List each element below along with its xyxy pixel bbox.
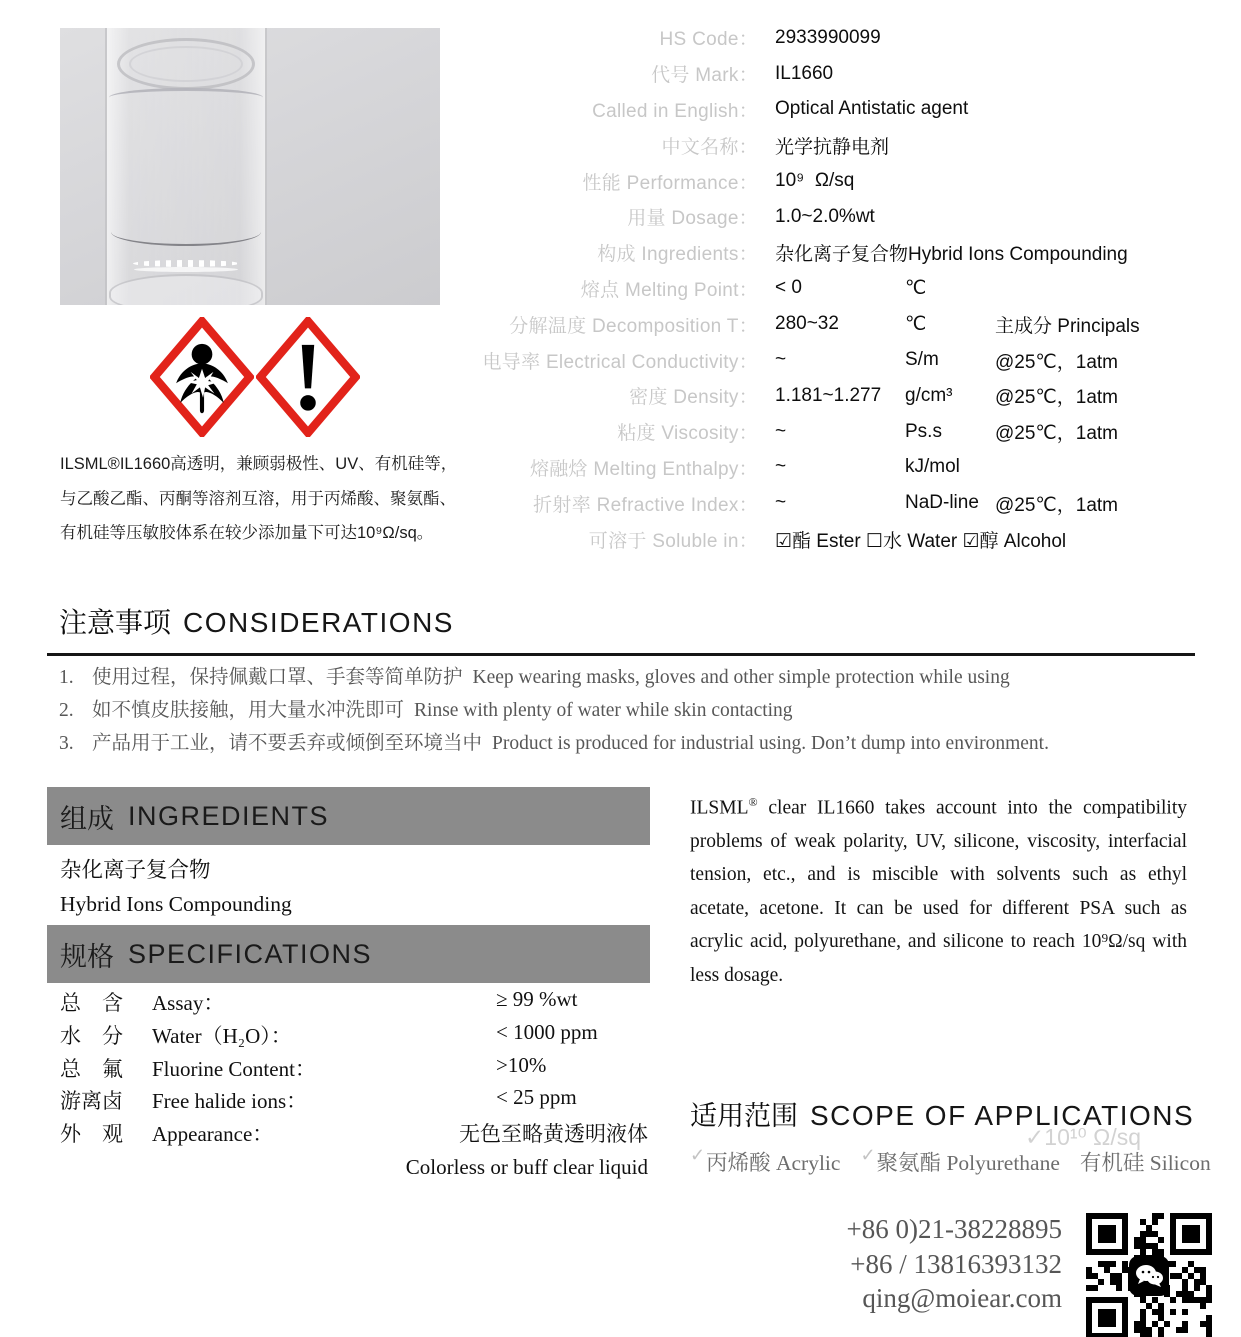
- spec-value-zh: 无色至略黄透明液体: [459, 1122, 648, 1147]
- scope-watermark: ✓10¹⁰ Ω/sq: [1025, 1124, 1141, 1150]
- item-text-en: Rinse with plenty of water while skin contacting: [414, 700, 793, 721]
- glass-vial: [105, 28, 267, 305]
- property-value: 1.0~2.0%wt: [775, 205, 875, 227]
- brand-name: ILSML: [690, 797, 749, 819]
- property-unit: ℃: [905, 277, 927, 299]
- property-unit: S/m: [905, 349, 939, 371]
- application-zh: 有机硅: [1079, 1151, 1150, 1175]
- spec-label-zh: 总 氟: [60, 1056, 123, 1081]
- property-row: [430, 521, 1236, 557]
- property-value: ~: [775, 456, 787, 478]
- spec-value: ≥ 99 %wt: [496, 987, 578, 1011]
- horizontal-rule: [47, 653, 1195, 656]
- specifications-banner: [47, 925, 650, 983]
- spec-label-en: Water（H₂O）：: [152, 1023, 292, 1048]
- ingredients-content-en: Hybrid Ions Compounding: [60, 892, 292, 916]
- check-icon: ✓: [860, 1145, 876, 1165]
- spec-label-en: Appearance：: [152, 1122, 274, 1147]
- property-label: 密度 Density：: [629, 387, 758, 409]
- item-text-zh: 如不慎皮肤接触，用大量水冲洗即可: [92, 700, 405, 721]
- email-address: qing@moiear.com: [862, 1283, 1062, 1313]
- qr-module: [1182, 1309, 1188, 1315]
- ingredients-content: [60, 853, 292, 921]
- spec-value: < 25 ppm: [496, 1085, 577, 1110]
- qr-module: [1206, 1333, 1212, 1337]
- property-label: HS Code：: [659, 29, 758, 51]
- property-note: @25℃，1atm: [995, 387, 1118, 409]
- considerations-title-zh: 注意事项: [59, 607, 172, 638]
- considerations-title-en: CONSIDERATIONS: [183, 607, 454, 638]
- liquid-surface: [109, 88, 263, 107]
- property-row: [430, 485, 1236, 521]
- property-value: < 0: [775, 277, 802, 299]
- qr-module: [1164, 1321, 1170, 1327]
- qr-module: [1206, 1297, 1212, 1303]
- property-row: [430, 163, 1236, 199]
- property-label: 熔点 Melting Point：: [580, 279, 758, 301]
- property-unit: kJ/mol: [905, 456, 960, 478]
- property-label: 可溶于 Soluble in：: [588, 530, 758, 552]
- property-row: [430, 378, 1236, 414]
- qr-module: [1194, 1285, 1200, 1291]
- qr-module: [1110, 1321, 1116, 1327]
- application-en: Silicon: [1149, 1151, 1211, 1175]
- description-body: clear IL1660 takes account into the compatibility problems of weak polarity, UV, silicone, viscosity, interfacial tension, etc., and is miscible with solvents such as ethyl acetate, acetone. It can be used for different PSA such as acrylic acid, polyurethane, and silicone to reach 10⁹Ω/sq with less dosage.: [690, 797, 1187, 986]
- property-label: 用量 Dosage：: [627, 208, 758, 230]
- spec-label-en: Assay：: [152, 991, 225, 1015]
- property-row: [430, 127, 1236, 163]
- property-row: [430, 271, 1236, 307]
- contact-block: [700, 1212, 1062, 1316]
- application-item: [1080, 1146, 1211, 1177]
- scope-title-zh: 适用范围: [690, 1101, 798, 1131]
- specifications-table: [60, 987, 648, 1184]
- spec-row: [60, 1020, 648, 1053]
- spec-value-en: Colorless or buff clear liquid: [405, 1155, 648, 1180]
- consideration-item: [59, 727, 1209, 760]
- ingredients-title-zh: 组成: [60, 803, 114, 834]
- phone-number-1: +86 0)21-38228895: [846, 1214, 1062, 1244]
- considerations-heading: [59, 601, 454, 641]
- property-row: [430, 199, 1236, 235]
- application-zh: 聚氨酯: [876, 1151, 947, 1175]
- property-value: ~: [775, 420, 787, 442]
- qr-module: [1170, 1297, 1176, 1303]
- qr-module: [1158, 1237, 1164, 1243]
- spec-row: [60, 987, 648, 1020]
- qr-module: [1170, 1261, 1176, 1267]
- application-en: Polyurethane: [946, 1151, 1060, 1175]
- spec-label-en: Fluorine Content：: [152, 1056, 316, 1081]
- item-number: 2.: [59, 700, 74, 721]
- spec-label-en: Free halide ions：: [152, 1089, 308, 1114]
- vial-rim-inner: [129, 46, 243, 82]
- spec-value: >10%: [496, 1052, 547, 1077]
- property-value: 10⁹ Ω/sq: [775, 170, 855, 192]
- consideration-item: [59, 694, 1209, 727]
- property-unit: ℃: [905, 313, 927, 335]
- registered-mark: ®: [748, 795, 758, 809]
- property-label: 代号 Mark：: [651, 65, 758, 87]
- qr-module: [1146, 1333, 1152, 1337]
- property-label: 性能 Performance：: [582, 172, 758, 194]
- wechat-logo-icon: [1129, 1256, 1169, 1296]
- property-row: [430, 342, 1236, 378]
- spec-value: [406, 1118, 648, 1184]
- wechat-qr-code: [1086, 1213, 1212, 1337]
- scope-title-en: SCOPE OF APPLICATIONS: [810, 1100, 1195, 1131]
- specifications-title-en: SPECIFICATIONS: [128, 938, 373, 969]
- property-row: [430, 450, 1236, 486]
- item-number: 3.: [59, 733, 74, 754]
- property-value: 2933990099: [775, 26, 881, 48]
- property-label: Called in English：: [592, 100, 758, 122]
- ghs-health-hazard-icon: [150, 317, 254, 437]
- item-number: 1.: [59, 667, 74, 688]
- property-row: [430, 56, 1236, 92]
- property-value: 1.181~1.277: [775, 384, 882, 406]
- ingredients-banner: [47, 787, 650, 845]
- property-note: @25℃，1atm: [995, 494, 1118, 516]
- spec-row: [60, 1085, 648, 1118]
- property-unit: g/cm³: [905, 384, 953, 406]
- qr-module: [1194, 1237, 1200, 1243]
- qr-module: [1200, 1303, 1206, 1309]
- property-row: [430, 306, 1236, 342]
- property-value: Optical Antistatic agent: [775, 98, 969, 120]
- qr-module: [1122, 1249, 1128, 1255]
- property-list: [430, 20, 1236, 557]
- qr-module: [1158, 1333, 1164, 1337]
- product-photo: [60, 28, 440, 305]
- spec-label-zh: 水 分: [60, 1023, 123, 1048]
- application-item: [860, 1146, 1059, 1177]
- property-label: 中文名称：: [661, 136, 758, 158]
- property-value: ~: [775, 492, 787, 514]
- property-label: 粘度 Viscosity：: [617, 423, 758, 445]
- property-row: [430, 20, 1236, 56]
- qr-module: [1116, 1285, 1122, 1291]
- item-text-en: Product is produced for industrial using. Don’t dump into environment.: [492, 733, 1049, 754]
- qr-module: [1152, 1219, 1158, 1225]
- application-en: Acrylic: [775, 1151, 841, 1175]
- property-label: 折射率 Refractive Index：: [533, 494, 758, 516]
- property-note: 主成分 Principals: [995, 315, 1140, 337]
- hazard-caption: ILSML®IL1660高透明，兼顾弱极性、UV、有机硅等，与乙酸乙酯、丙酮等溶剂互溶，用于丙烯酸、聚氨酯、有机硅等压敏胶体系在较少添加量下可达10⁹Ω/sq。: [60, 455, 458, 542]
- property-row: [430, 235, 1236, 271]
- applications-list: [690, 1146, 1211, 1177]
- property-label: 分解温度 Decomposition T：: [509, 315, 758, 337]
- spec-row: [60, 1118, 648, 1184]
- property-value: IL1660: [775, 62, 834, 84]
- qr-module: [1206, 1249, 1212, 1255]
- property-label: 构成 Ingredients：: [597, 244, 758, 266]
- ingredients-content-zh: 杂化离子复合物: [60, 858, 211, 882]
- vial-base: [109, 274, 263, 305]
- check-icon: ✓: [690, 1145, 706, 1165]
- qr-module: [1110, 1237, 1116, 1243]
- vial-bottom: [111, 218, 261, 246]
- property-note: @25℃，1atm: [995, 351, 1118, 373]
- product-description: [690, 786, 1187, 992]
- property-unit: NaD-line: [905, 492, 979, 514]
- property-row: [430, 414, 1236, 450]
- considerations-list: [59, 661, 1209, 760]
- qr-module: [1158, 1213, 1164, 1219]
- ghs-pictograms: [150, 317, 360, 437]
- application-item: [690, 1146, 840, 1177]
- ghs-exclamation-icon: [256, 317, 360, 437]
- qr-module: [1182, 1327, 1188, 1333]
- item-text-zh: 使用过程，保持佩戴口罩、手套等简单防护: [92, 667, 463, 688]
- property-value: 杂化离子复合物Hybrid Ions Compounding: [775, 244, 1128, 266]
- vial-highlights: [133, 260, 239, 267]
- qr-module: [1098, 1279, 1104, 1285]
- property-row: [430, 92, 1236, 128]
- item-text-en: Keep wearing masks, gloves and other simple protection while using: [472, 667, 1010, 688]
- property-value: 280~32: [775, 313, 839, 335]
- spec-label-zh: 外 观: [60, 1122, 123, 1147]
- consideration-item: [59, 661, 1209, 694]
- property-label: 熔融焓 Melting Enthalpy：: [529, 458, 758, 480]
- spec-row: [60, 1053, 648, 1086]
- property-unit: Ps.s: [905, 420, 942, 442]
- item-text-zh: 产品用于工业，请不要丢弃或倾倒至环境当中: [92, 733, 483, 754]
- qr-module: [1110, 1261, 1116, 1267]
- spec-label-zh: 总 含: [60, 991, 123, 1015]
- spec-value: < 1000 ppm: [496, 1019, 598, 1044]
- property-note: @25℃，1atm: [995, 423, 1118, 445]
- property-label: 电导率 Electrical Conductivity：: [482, 351, 758, 373]
- application-zh: 丙烯酸: [706, 1151, 776, 1175]
- spec-label-zh: 游离卤: [60, 1089, 123, 1114]
- property-value: 光学抗静电剂: [775, 136, 890, 158]
- ingredients-title-en: INGREDIENTS: [128, 800, 330, 831]
- phone-number-2: +86 / 13816393132: [850, 1248, 1062, 1279]
- property-value: ☑酯 Ester ☐水 Water ☑醇 Alcohol: [775, 530, 1067, 552]
- specifications-title-zh: 规格: [60, 941, 114, 972]
- property-value: ~: [775, 349, 787, 371]
- qr-module: [1170, 1309, 1176, 1315]
- qr-module: [1122, 1333, 1128, 1337]
- qr-module: [1092, 1285, 1098, 1291]
